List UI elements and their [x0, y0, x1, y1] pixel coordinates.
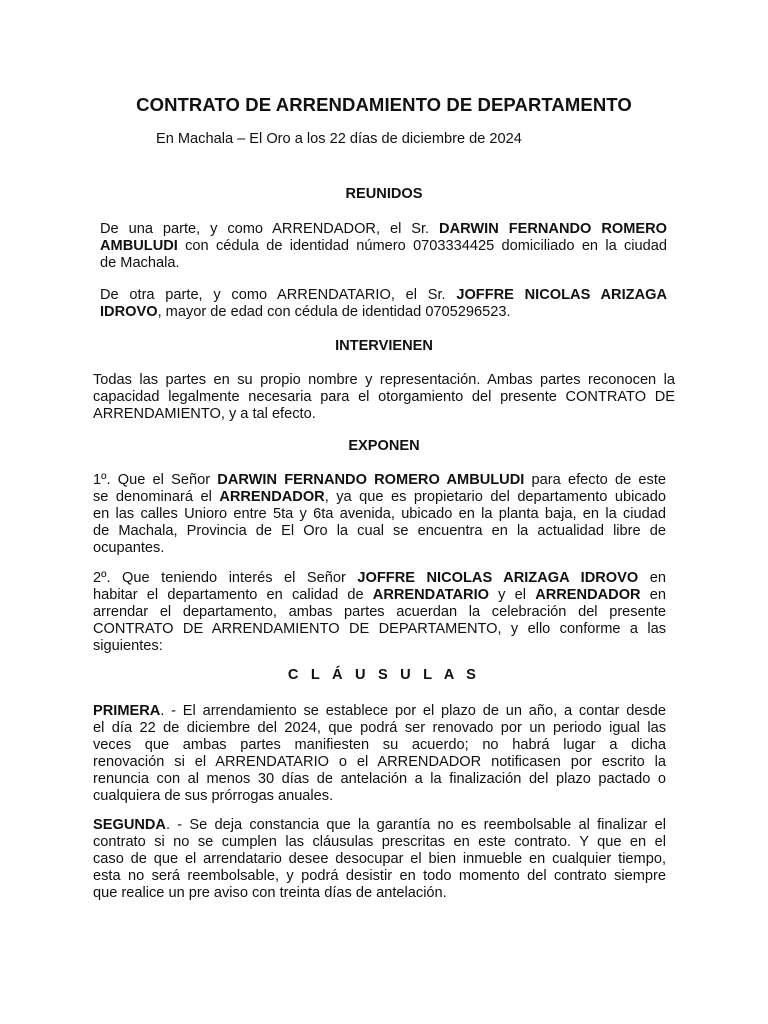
arrendador-term: ARRENDADOR: [219, 489, 325, 505]
heading-clausulas: C L Á U S U L A S: [287, 667, 481, 683]
heading-reunidos: REUNIDOS: [345, 186, 423, 202]
paragraph-line: CONTRATO DE ARRENDAMIENTO DE DEPARTAMENTO, y ello conforme a las: [93, 621, 666, 637]
text-segment: . - Se deja constancia que la garantía no es reembolsable al finalizar el: [165, 817, 666, 833]
paragraph-line: que realice un pre aviso con treinta días de antelación.: [93, 885, 447, 901]
paragraph-line: renovación si el ARRENDATARIO o el ARRENDADOR notificasen por escrito la: [93, 754, 666, 770]
text-segment: , ya que es propietario del departamento ubicado: [324, 489, 666, 505]
paragraph-line: esta no será reembolsable, y podrá desistir en todo momento del contrato siempre: [93, 868, 666, 884]
clause-segunda: [93, 817, 666, 902]
paragraph-line: [100, 304, 667, 321]
paragraph-exponen-2: [93, 570, 666, 655]
text-segment: 1º. Que el Señor: [93, 472, 218, 488]
paragraph-line: [100, 221, 667, 238]
text-segment: para efecto de este: [524, 472, 666, 488]
paragraph-line: [93, 489, 666, 506]
paragraph-line: de Machala, Provincia de El Oro la cual se encuentra en la actualidad libre de: [93, 523, 666, 539]
paragraph-line: renuncia con al menos 30 días de antelación a la finalización del plazo pactado o: [93, 771, 666, 787]
paragraph-line: Todas las partes en su propio nombre y representación. Ambas partes reconocen la: [93, 372, 675, 388]
paragraph-line: de Machala.: [100, 255, 180, 271]
paragraph-line: cualquiera de sus prórrogas anuales.: [93, 788, 334, 804]
paragraph-line: en las calles Unioro entre 5ta y 6ta avenida, ubicado en la planta baja, en la ciudad: [93, 506, 666, 522]
paragraph-line: [100, 287, 667, 304]
paragraph-line: [93, 703, 666, 720]
paragraph-line: siguientes:: [93, 638, 163, 654]
text-segment: se denominará el: [93, 489, 220, 505]
clause-primera: [93, 703, 666, 805]
paragraph-line: [100, 238, 667, 255]
text-segment: De una parte, y como ARRENDADOR, el Sr.: [100, 221, 440, 237]
text-segment: , mayor de edad con cédula de identidad 0705296523.: [157, 304, 511, 320]
text-segment: y el: [489, 587, 536, 603]
text-segment: 2º. Que teniendo interés el Señor: [93, 570, 358, 586]
paragraph-line: [93, 472, 666, 489]
arrendador-term: ARRENDADOR: [535, 587, 641, 603]
text-segment: . - El arrendamiento se establece por el plazo de un año, a contar desde: [160, 703, 666, 719]
document-title: CONTRATO DE ARRENDAMIENTO DE DEPARTAMENTO: [136, 94, 632, 115]
paragraph-line: [93, 817, 666, 834]
place-date-line: En Machala – El Oro a los 22 días de diciembre de 2024: [156, 131, 522, 147]
paragraph-intervienen: [93, 372, 675, 423]
arrendador-surname: AMBULUDI: [100, 238, 178, 254]
paragraph-arrendatario: [100, 287, 667, 321]
paragraph-exponen-1: [93, 472, 666, 557]
arrendador-fullname: DARWIN FERNANDO ROMERO AMBULUDI: [217, 472, 525, 488]
clause-label: PRIMERA: [93, 703, 161, 719]
arrendador-name: DARWIN FERNANDO ROMERO: [439, 221, 667, 237]
text-segment: en: [640, 587, 666, 603]
paragraph-line: el día 22 de diciembre del 2024, que podrá ser renovado por un periodo igual las: [93, 720, 666, 736]
paragraph-line: contrato si no se cumplen las cláusulas prescritas en este contrato. Y que en el: [93, 834, 666, 850]
paragraph-line: capacidad legalmente necesaria para el otorgamiento del presente CONTRATO DE: [93, 389, 675, 405]
paragraph-line: [93, 570, 666, 587]
text-segment: en: [638, 570, 666, 586]
paragraph-line: ARRENDAMIENTO, y a tal efecto.: [93, 406, 316, 422]
paragraph-line: ocupantes.: [93, 540, 165, 556]
heading-intervienen: INTERVIENEN: [335, 338, 433, 354]
arrendatario-fullname: JOFFRE NICOLAS ARIZAGA IDROVO: [357, 570, 639, 586]
paragraph-line: veces que ambas partes manifiesten su acuerdo; no habrá lugar a dicha: [93, 737, 666, 753]
text-segment: con cédula de identidad número 0703334425 domiciliado en la ciudad: [177, 238, 667, 254]
text-segment: De otra parte, y como ARRENDATARIO, el Sr.: [100, 287, 457, 303]
paragraph-line: caso de que el arrendatario desee desocupar el bien inmueble en cualquier tiempo,: [93, 851, 666, 867]
paragraph-arrendador: [100, 221, 667, 272]
clause-label: SEGUNDA: [93, 817, 166, 833]
text-segment: habitar el departamento en calidad de: [93, 587, 373, 603]
arrendatario-surname: IDROVO: [100, 304, 158, 320]
arrendatario-name: JOFFRE NICOLAS ARIZAGA: [456, 287, 667, 303]
arrendatario-term: ARRENDATARIO: [372, 587, 489, 603]
paragraph-line: [93, 587, 666, 604]
paragraph-line: arrendar el departamento, ambas partes acuerdan la celebración del presente: [93, 604, 666, 620]
heading-exponen: EXPONEN: [348, 438, 420, 454]
